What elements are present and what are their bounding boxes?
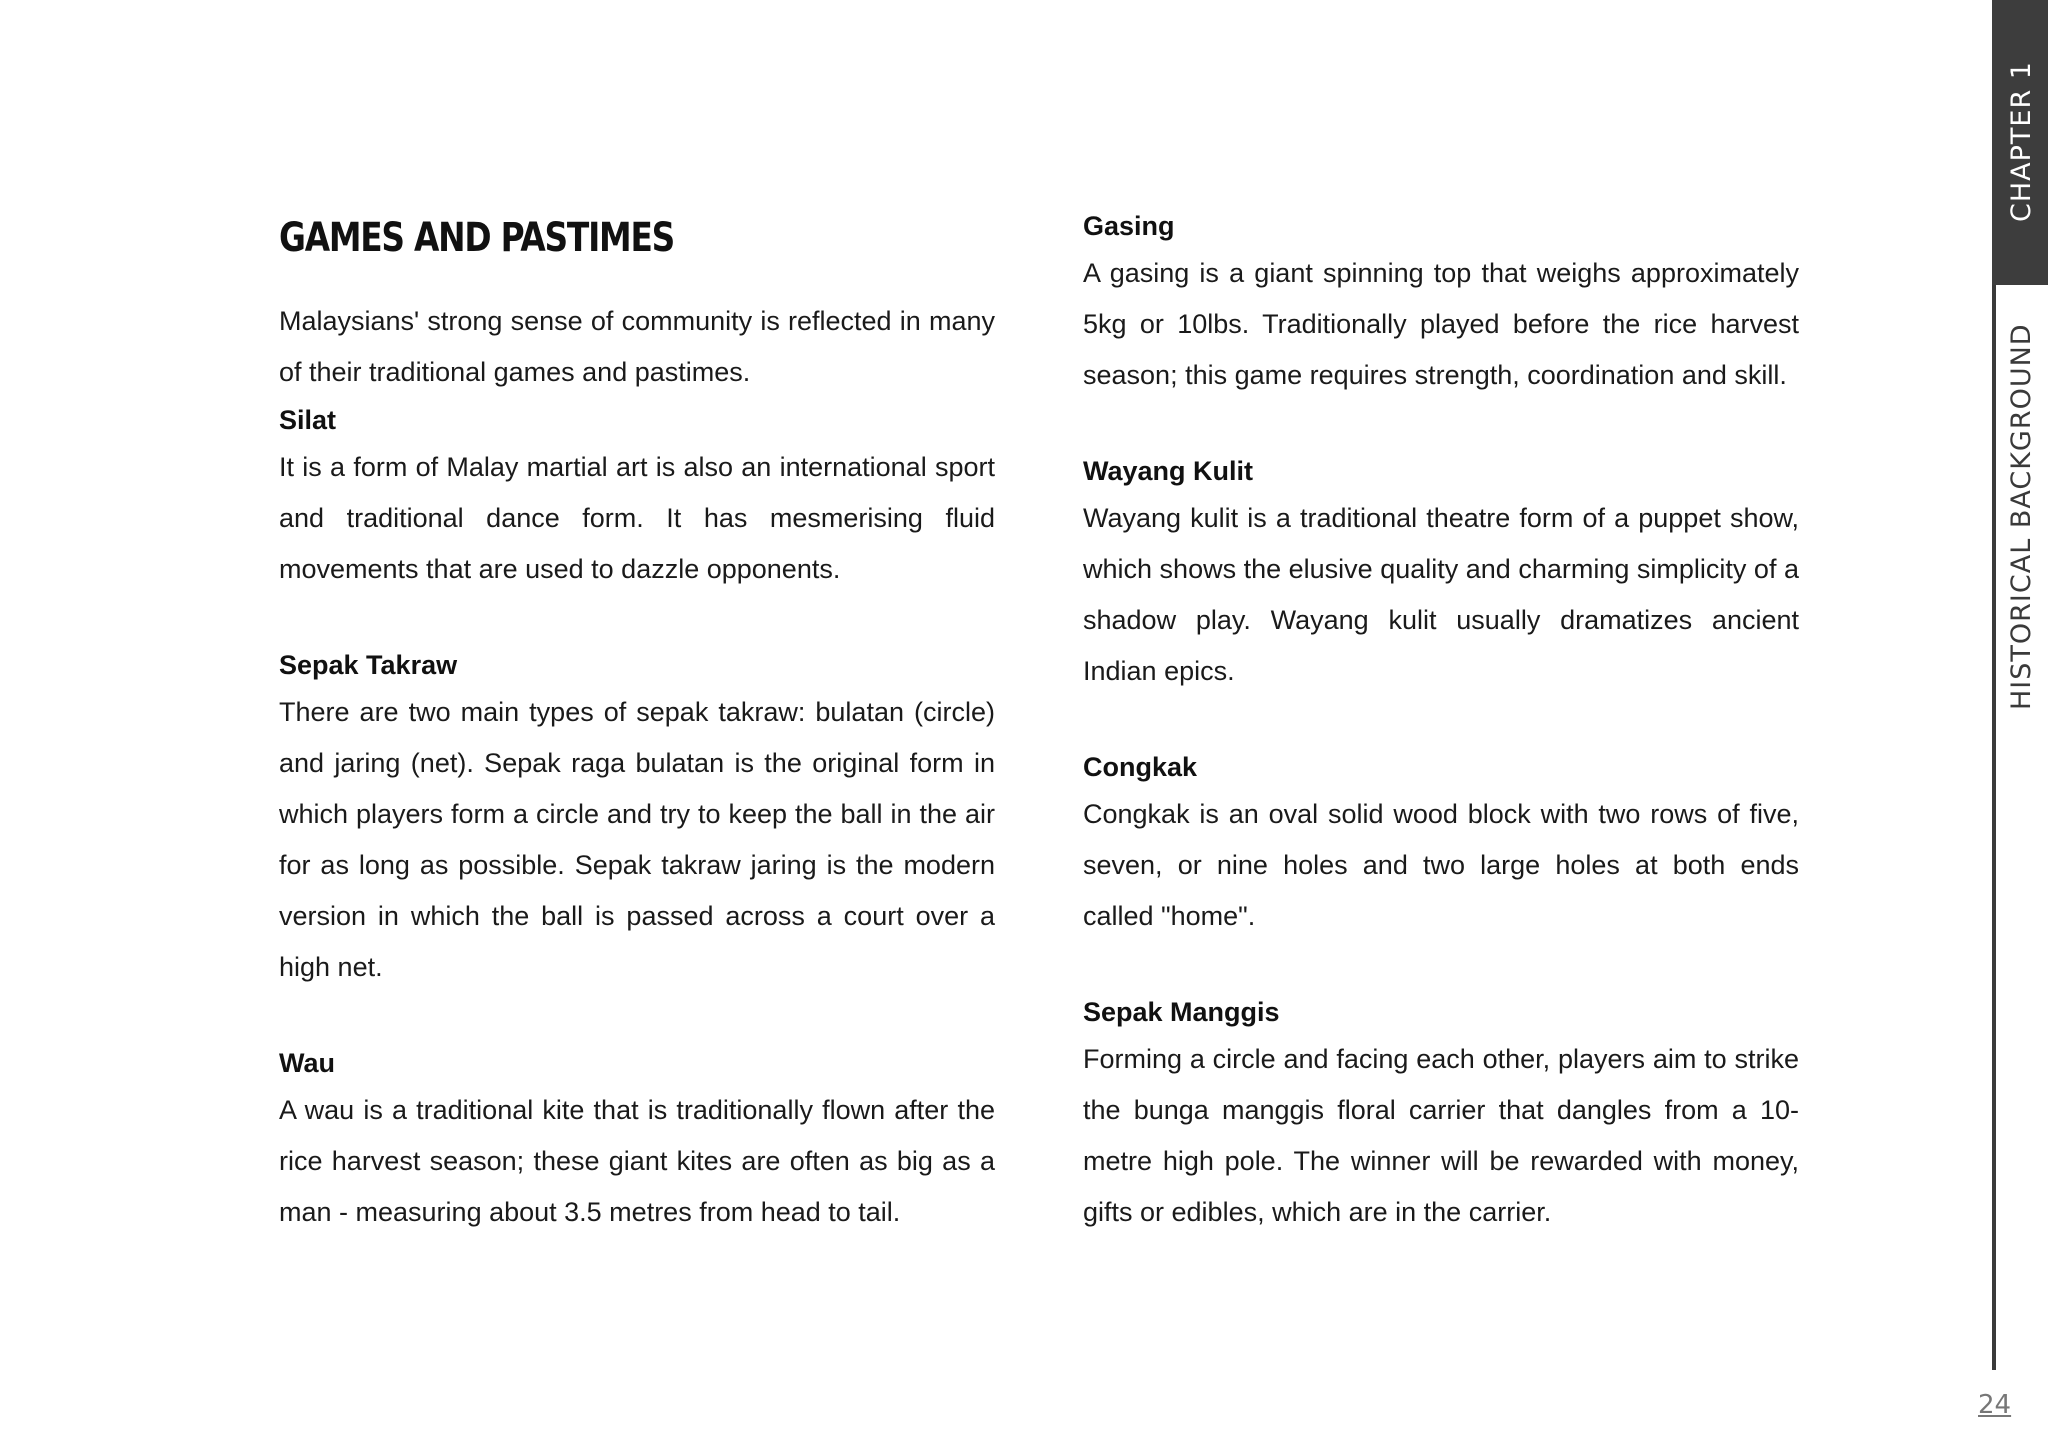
section-body: A wau is a traditional kite that is traditionally flown after the rice harvest season; these giant kites are often as big as a man - measuring about 3.5 metres from head to tail. — [279, 1095, 995, 1227]
section-label: HISTORICAL BACKGROUND — [2006, 323, 2037, 710]
section-heading: Wau — [279, 1048, 335, 1078]
section-body: Congkak is an oval solid wood block with two rows of five, seven, or nine holes and two large holes at both ends called "home". — [1083, 799, 1799, 931]
left-column — [279, 210, 995, 1238]
page-number: 24 — [1978, 1390, 2012, 1420]
chapter-label: CHAPTER 1 — [2006, 61, 2037, 222]
section-heading: Congkak — [1083, 752, 1198, 782]
section-heading: Silat — [279, 405, 337, 435]
section-congkak — [1083, 745, 1799, 942]
section-heading: Wayang Kulit — [1083, 456, 1254, 486]
section-body: Wayang kulit is a traditional theatre form of a puppet show, which shows the elusive quality and charming simplicity of a shadow play. Wayang kulit usually dramatizes ancient Indian epics. — [1083, 503, 1799, 686]
section-sepak-manggis — [1083, 990, 1799, 1238]
page-title: GAMES AND PASTIMES — [279, 215, 675, 261]
section-wau — [279, 1041, 995, 1238]
section-wayang-kulit — [1083, 449, 1799, 697]
section-silat — [279, 398, 995, 595]
section-body: It is a form of Malay martial art is also an international sport and traditional dance form. It has mesmerising fluid movements that are used to dazzle opponents. — [279, 452, 995, 584]
section-gasing — [1083, 204, 1799, 401]
right-column — [1083, 204, 1799, 1238]
section-body: There are two main types of sepak takraw: bulatan (circle) and jaring (net). Sepak raga bulatan is the original form in which players form a circle and try to keep the ball in the air for as long as possible. Sepak takraw jaring is the modern version in which the ball is passed across a court over a high net. — [279, 697, 995, 982]
section-body: A gasing is a giant spinning top that weighs approximately 5kg or 10lbs. Traditionally played before the rice harvest season; this game requires strength, coordination and skill. — [1083, 258, 1799, 390]
section-body: Forming a circle and facing each other, players aim to strike the bunga manggis floral carrier that dangles from a 10-metre high pole. The winner will be rewarded with money, gifts or edibles, which are in the carrier. — [1083, 1044, 1799, 1227]
section-heading: Gasing — [1083, 211, 1175, 241]
intro-paragraph: Malaysians' strong sense of community is reflected in many of their traditional games and pastimes. — [279, 306, 995, 387]
section-sepak-takraw — [279, 643, 995, 993]
section-heading: Sepak Takraw — [279, 650, 458, 680]
section-heading: Sepak Manggis — [1083, 997, 1280, 1027]
